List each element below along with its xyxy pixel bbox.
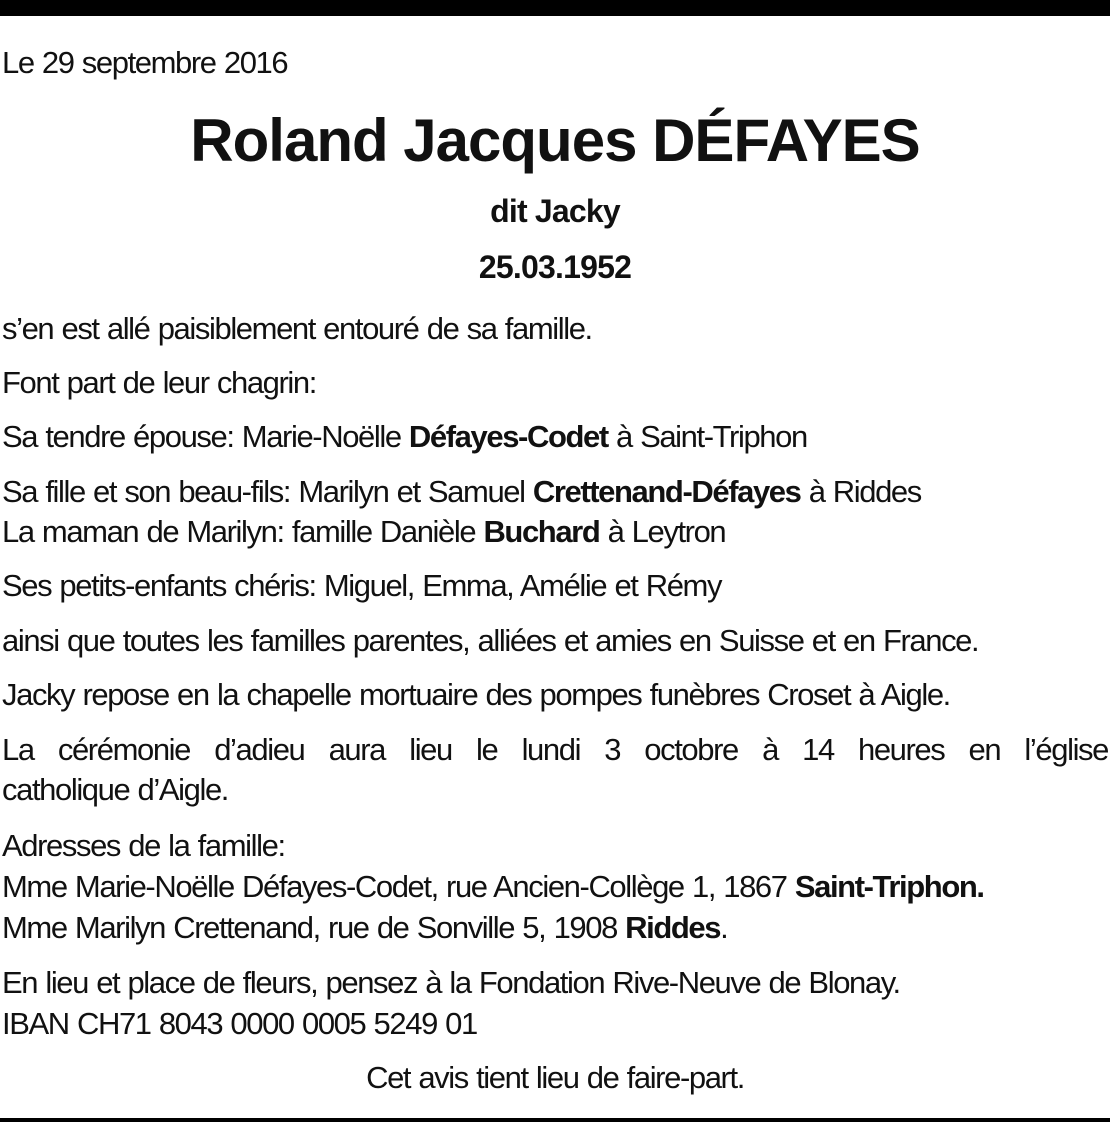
deceased-nickname: dit Jacky: [490, 193, 620, 229]
date-line: Le 29 septembre 2016: [2, 45, 288, 80]
bottom-rule: [0, 1118, 1110, 1122]
family-mother-prefix: La maman de Marilyn: famille Danièle: [2, 514, 484, 549]
iban-line: IBAN CH71 8043 0000 0005 5249 01: [2, 1006, 477, 1041]
family-mother-line: [2, 513, 725, 551]
address-line-2: [2, 909, 727, 947]
deceased-name: Roland Jacques DÉFAYES: [190, 107, 920, 174]
family-wife-suffix: à Saint-Triphon: [607, 419, 807, 454]
family-daughter-suffix: à Riddes: [800, 474, 921, 509]
ceremony-line-1: La cérémonie d’adieu aura lieu le lundi 3 octobre à 14 heures en l’église: [2, 732, 1108, 767]
grandchildren-line: Ses petits-enfants chéris: Miguel, Emma, Amélie et Rémy: [2, 568, 722, 603]
deceased-birth-date: 25.03.1952: [478, 249, 632, 285]
closing-line: Cet avis tient lieu de faire-part.: [366, 1060, 744, 1095]
family-wife-surname: Défayes-Codet: [408, 419, 608, 454]
family-daughter-prefix: Sa fille et son beau-fils: Marilyn et Samuel: [2, 474, 533, 509]
relatives-line: ainsi que toutes les familles parentes, alliées et amies en Suisse et en France.: [2, 623, 979, 658]
address-1-town: Saint-Triphon: [794, 869, 977, 904]
address-2-town: Riddes: [625, 910, 721, 945]
announcement-line: s’en est allé paisiblement entouré de sa famille.: [2, 311, 592, 346]
addresses-heading: Adresses de la famille:: [2, 828, 285, 863]
address-2-prefix: Mme Marilyn Crettenand, rue de Sonville 5, 1908: [2, 910, 626, 945]
rest-place-line: Jacky repose en la chapelle mortuaire des pompes funèbres Croset à Aigle.: [2, 677, 950, 712]
donation-line: En lieu et place de fleurs, pensez à la Fondation Rive-Neuve de Blonay.: [2, 965, 900, 1000]
family-wife-line: [2, 418, 807, 456]
address-line-1: [2, 868, 984, 906]
ceremony-line-2: catholique d’Aigle.: [2, 772, 229, 807]
family-mother-surname: Buchard: [483, 514, 600, 549]
address-1-prefix: Mme Marie-Noëlle Défayes-Codet, rue Ancien-Collège 1, 1867: [2, 869, 795, 904]
family-wife-prefix: Sa tendre épouse: Marie-Noëlle: [2, 419, 409, 454]
family-daughter-line: [2, 473, 921, 511]
family-daughter-surname: Crettenand-Défayes: [532, 474, 801, 509]
intro-line: Font part de leur chagrin:: [2, 365, 316, 400]
family-mother-suffix: à Leytron: [599, 514, 726, 549]
address-1-suffix: .: [976, 869, 984, 904]
address-2-suffix: .: [720, 910, 728, 945]
